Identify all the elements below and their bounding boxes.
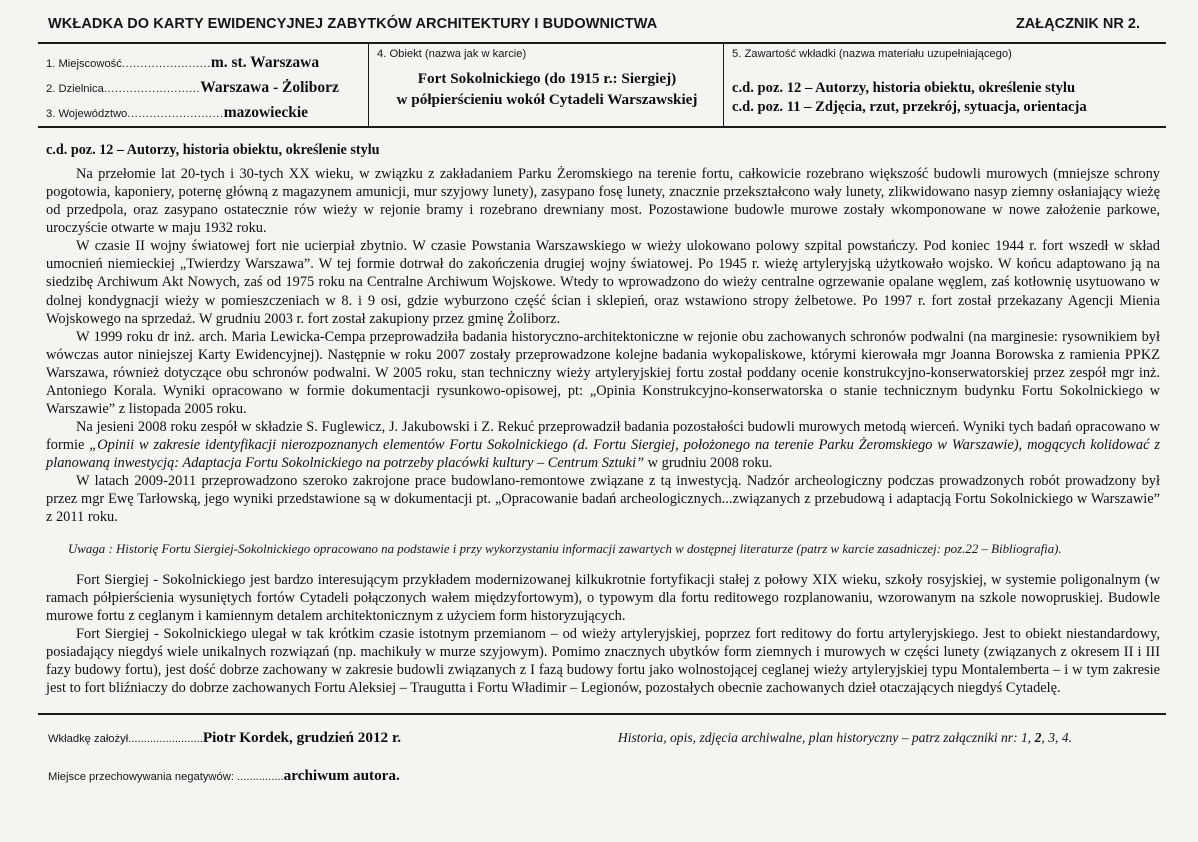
contents-line-12: c.d. poz. 12 – Autorzy, historia obiektu, określenie stylu	[732, 80, 1076, 96]
document-title: WKŁADKA DO KARTY EWIDENCYJNEJ ZABYTKÓW ARCHITEKTURY I BUDOWNICTWA	[48, 16, 658, 32]
footer-negatives-dots: ...............	[233, 771, 284, 784]
paragraph-4-italic-title: „Opinii w zakresie identyfikacji nierozpoznanych elementów Fortu Sokolnickiego (d. Fortu Siergiej, położonego na terenie Parku Żeromskiego w Warszawie), mogących kolidować z planowaną inwestycją: Adaptacja Fortu Sokolnickiego na potrzeby placówki kultury – Centrum Sztuki”	[46, 437, 1160, 472]
page-content	[38, 16, 1166, 828]
paragraph-5: W latach 2009-2011 przeprowadzono szeroko zakrojone prace budowlano-remontowe związane z tą inwestycją. Nadzór archeologiczny podczas prowadzonych robót prowadzony był przez mgr Ewę Tarłowską, jego wyniki przedstawione są w dokumentacji pt. „Opracowanie badań archeologicznych...związanych z przebudową i adaptacją Fortu Sokolnickiego w Warszawie” z 2011 roku.	[46, 473, 1160, 526]
footer-author-label: Wkładkę założył	[48, 733, 129, 746]
footer-attachments-pre: Historia, opis, zdjęcia archiwalne, plan historyczny – patrz załączniki nr: 1,	[617, 730, 1035, 746]
note-uwaga: Uwaga : Historię Fortu Siergiej-Sokolnickiego opracowano na podstawie i przy wykorzystaniu informacji zawartych w dostępnej literaturze (patrz w karcie zasadniczej: poz.22 – Bibliografia).	[68, 541, 1062, 556]
field-voivodeship-value: mazowieckie	[223, 104, 309, 121]
object-name-line2: w półpierścieniu wokół Cytadeli Warszawskiej	[396, 90, 698, 108]
footer-author-value: Piotr Kordek, grudzień 2012 r.	[202, 729, 402, 747]
identification-table	[38, 42, 1166, 128]
paragraph-1: Na przełomie lat 20-tych i 30-tych XX wieku, w związku z zakładaniem Parku Żeromskiego na terenie fortu, całkowicie rozebrano większość budowli murowych (mniejsze schrony pogotowia, kaponiery, poternę główną z magazynem amunicji, mur szyjowy lunety), zasypano fosę lunety, znacznie przekształcono wały lunety, zlikwidowano nasyp ziemny osłaniający wieżę od przedpola, oraz zasypano ostatecznie rów wieży w rejonie bramy i rozebrano drewniany most. Pozostawione budowle murowe zostały wkomponowane w nowe założenie parkowe, uroczyście otwarte w maju 1932 roku.	[46, 166, 1160, 237]
footer-attachments-note	[618, 729, 1162, 746]
paragraph-6: Fort Siergiej - Sokolnickiego jest bardzo interesującym przykładem modernizowanej kilkukrotnie fortyfikacji stałej z połowy XIX wieku, szkoły rosyjskiej, w systemie poligonalnym (w ramach półpierścienia wysuniętych fortów Cytadeli połączonych wałem międzyfortowym), o typowym dla fortu reditowego rozplanowaniu, wzorowanym na szkole nowopruskiej. Budowle murowe fortu z ceglanym i kamiennym detalem architektonicznym z użyciem form historyzujących.	[46, 571, 1160, 624]
paragraph-4	[46, 418, 1160, 472]
document-body	[38, 142, 1166, 697]
field-district-dots: ..........................	[103, 83, 201, 95]
footer-negatives-line	[48, 767, 401, 785]
contents-list	[732, 79, 1160, 118]
contents-cell	[723, 44, 1166, 126]
paragraph-2: W czasie II wojny światowej fort nie ucierpiał zbytnio. W czasie Powstania Warszawskiego w wieży ulokowano polowy szpital powstańczy. Pod koniec 1944 r. fort wszedł w skład umocnień niemieckiej „Twierdzy Warszawa”. W tej formie dotrwał do zakończenia drugiej wojny światowej. Po 1945 r. wieżę artyleryjską użytkowało wojsko. W końcu adaptowano ją na siedzibę Archiwum Akt Nowych, zaś od 1975 roku na Centralne Archiwum Wojskowe. Wtedy to wprowadzono do wieży centralne ogrzewanie opalane węglem, zaś kotłownię usytuowano w dolnej kondygnacji wieży w pomieszczeniach w 8. i 9 osi, gdzie wyburzono część ścian i sklepień, oraz wstawiono stropy żelbetowe. Po 1997 r. fort został przekazany Agencji Mienia Wojskowego na sprzedaż. W grudniu 2003 r. fort został zakupiony przez gminę Żoliborz.	[46, 238, 1160, 327]
footer-attachments-post: , 3, 4.	[1041, 730, 1072, 746]
object-name	[377, 69, 717, 110]
footer-attachments-highlight: 2	[1034, 730, 1042, 746]
paragraph-7: Fort Siergiej - Sokolnickiego ulegał w tak krótkim czasie istotnym przemianom – od wieży artyleryjskiej, poprzez fort reditowy do fortu artyleryjskiego. Jest to obiekt niestandardowy, posiadający niegdyś wiele unikalnych rozwiązań (np. machikuły w murze szyjowym). Pomimo znacznych ubytków form ziemnych i murowych w części lunety (związanych z okresem II i III fazy budowy fortu), jest dość dobrze zachowany w zakresie budowli związanych z I fazą budowy fortu jako wolnostojącej ceglanej wieży artyleryjskiej typu Montalemberta – i w tym zakresie jest to fort bliźniaczy do dobrze zachowanych Fortu Aleksiej – Traugutta i Fortu Władimir – Legionów, pozostałych obecnie zachowanych dzieł otaczających niegdyś Cytadelę.	[46, 625, 1160, 697]
footer-author-line	[48, 729, 401, 747]
contents-line-11: c.d. poz. 11 – Zdjęcia, rzut, przekrój, sytuacja, orientacja	[732, 99, 1087, 116]
field-district	[46, 79, 362, 97]
object-caption: 4. Obiekt (nazwa jak w karcie)	[377, 48, 527, 60]
document-header	[38, 16, 1166, 32]
footer-negatives-label: Miejsce przechowywania negatywów:	[48, 771, 234, 784]
field-locality	[46, 54, 362, 72]
location-cell	[38, 44, 368, 126]
section-title: c.d. poz. 12 – Autorzy, historia obiektu, określenie stylu	[46, 142, 380, 158]
footer-negatives-value: archiwum autora.	[283, 767, 400, 785]
field-district-label: 2. Dzielnica	[46, 83, 104, 95]
object-name-line1: Fort Sokolnickiego (do 1915 r.: Siergiej)	[417, 70, 677, 87]
annex-number: ZAŁĄCZNIK NR 2.	[1015, 16, 1140, 32]
paragraph-4-pre: Na jesieni 2008 roku zespół w składzie S. Fuglewicz, J. Jakubowski i Z. Rekuć przeprowadził badania pozostałości budowli murowych metodą wierceń. Wyniki tych badań opracowano w formie	[46, 419, 1160, 454]
footer-author-dots: ........................	[128, 733, 203, 746]
paragraph-4-post: w grudniu 2008 roku.	[644, 455, 773, 472]
field-voivodeship-dots: ..........................	[127, 108, 224, 120]
field-district-value: Warszawa - Żoliborz	[200, 79, 339, 96]
contents-caption: 5. Zawartość wkładki (nazwa materiału uzupełniającego)	[732, 48, 1012, 60]
field-locality-dots: ........................	[121, 58, 211, 70]
field-locality-value: m. st. Warszawa	[210, 54, 320, 71]
field-voivodeship	[46, 104, 362, 122]
object-cell	[368, 44, 723, 126]
document-footer	[38, 715, 1166, 785]
paragraph-3: W 1999 roku dr inż. arch. Maria Lewicka-Cempa przeprowadziła badania historyczno-architektoniczne w rejonie obu zachowanych schronów podwalni (na marginesie: rysownikiem był wówczas autor niniejszej Karty Ewidencyjnej). Następnie w roku 2007 zostały przeprowadzone kolejne badania wykopaliskowe, którymi kierowała mgr Joanna Borowska z ramienia PPKZ Warszawa, również dotyczące obu schronów podwalni. W 2005 roku, stan techniczny wieży artyleryjskiej fortu został poddany ocenie konstrukcyjno-konserwatorskiej przez zespół mgr inż. Antoniego Korala. Wyniki opracowano w formie dokumentacji rysunkowo-opisowej, pt: „Opinia Konstrukcyjno-konserwatorska o stanie technicznym budynku Fortu Sokolnickiego w Warszawie” z listopada 2005 roku.	[46, 328, 1160, 418]
footer-left-block	[48, 729, 401, 785]
field-locality-label: 1. Miejscowość	[46, 58, 122, 70]
field-voivodeship-label: 3. Województwo	[46, 108, 128, 120]
